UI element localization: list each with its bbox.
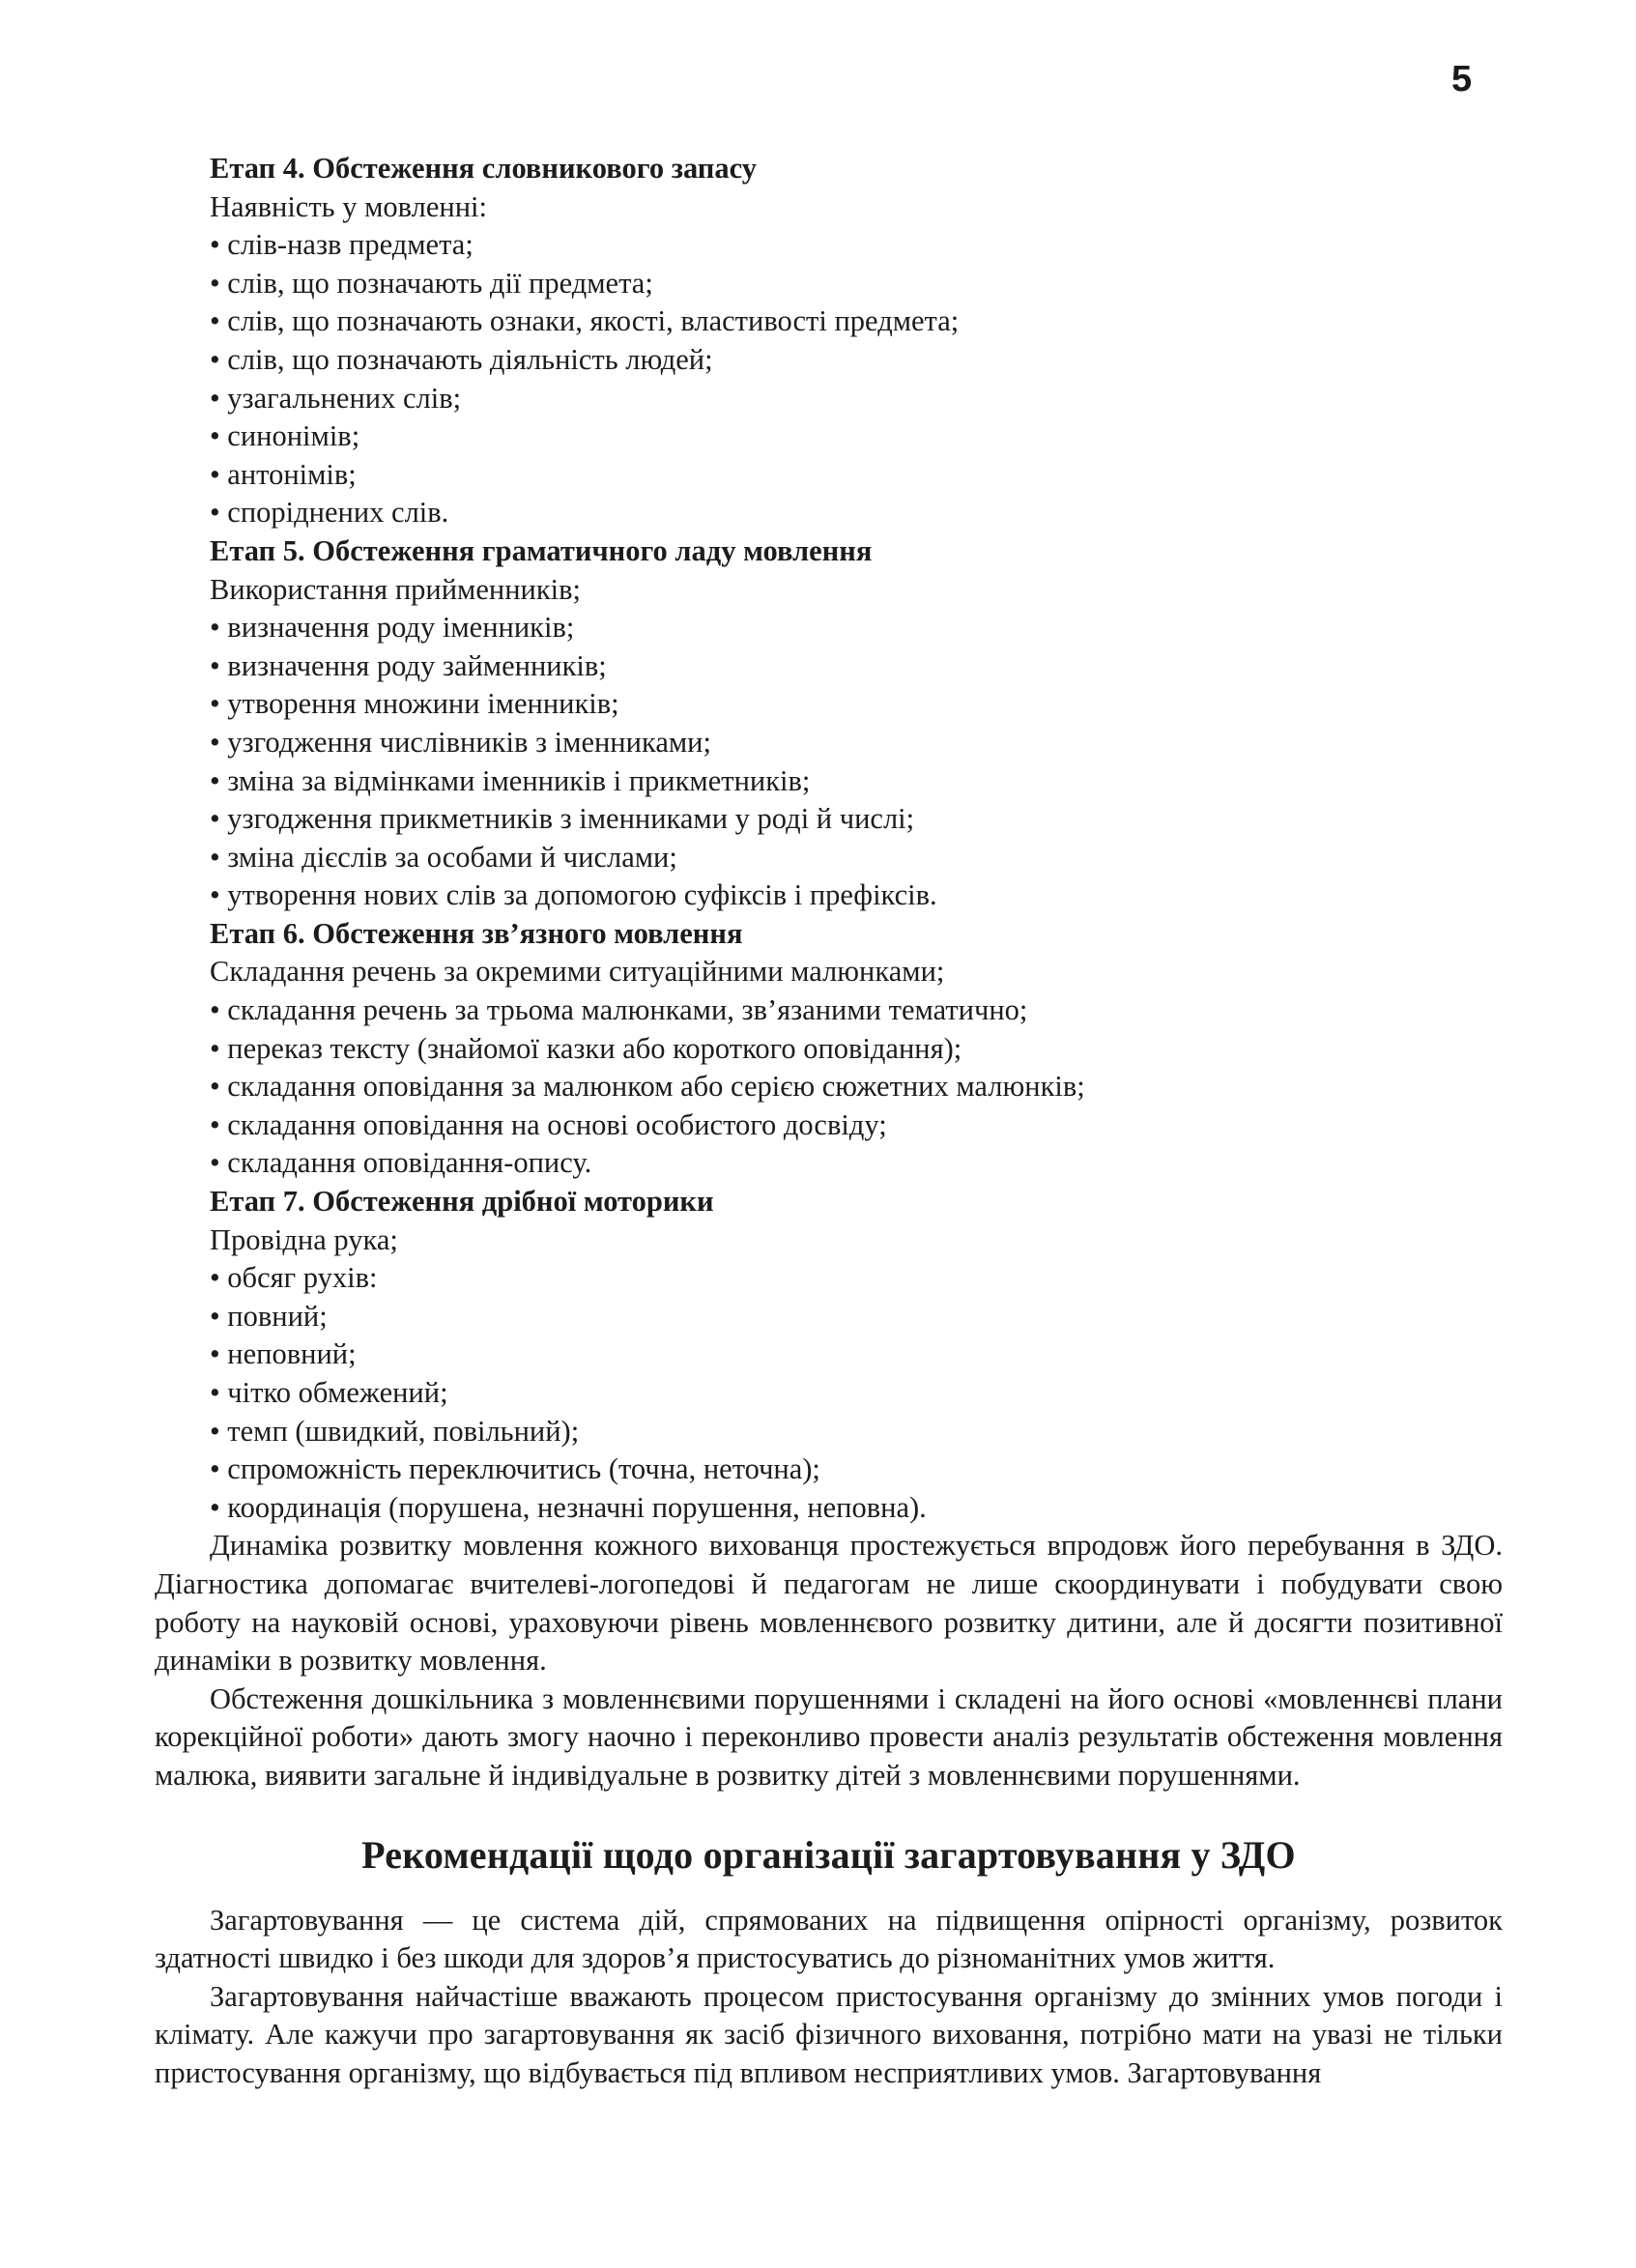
body-paragraph: Загартовування найчастіше вважають процесом пристосування організму до змінних умов погоди і клімату. Але кажучи про загартовування як засіб фізичного виховання, потрібно мати на увазі не тільки пристосування організму, що відбувається під впливом несприятливих умов. Загартовування — [155, 1979, 1503, 2089]
list-item: • зміна дієслів за особами й числами; — [210, 840, 677, 874]
stage-6-title: Етап 6. Обстеження зв’язного мовлення — [210, 916, 743, 950]
list-item: • складання оповідання-опису. — [210, 1146, 592, 1180]
list-item: • спроможність переключитись (точна, неточна); — [210, 1452, 820, 1486]
list-item: • складання речень за трьома малюнками, зв’язаними тематично; — [210, 993, 1028, 1027]
list-item: • слів, що позначають діяльність людей; — [210, 342, 713, 376]
stage-7-title: Етап 7. Обстеження дрібної моторики — [210, 1185, 714, 1219]
page-number: 5 — [1451, 59, 1473, 100]
list-item: • утворення множини іменників; — [210, 687, 619, 721]
section-title: Рекомендації щодо організації загартовування у ЗДО — [361, 1832, 1296, 1877]
body-paragraph: Обстеження дошкільника з мовленнєвими порушеннями і складені на його основі «мовленнєві плани корекційної роботи» дають змогу наочно і переконливо провести аналіз результатів обстеження мовлення малюка, виявити загальне й індивідуальне в розвитку дітей з мовленнєвими порушеннями. — [155, 1681, 1503, 1792]
stage-4-title: Етап 4. Обстеження словникового запасу — [210, 152, 758, 185]
stage-5-intro: Використання прийменників; — [210, 572, 582, 606]
list-item: • чітко обмежений; — [210, 1376, 448, 1409]
body-paragraph: Динаміка розвитку мовлення кожного вихованця простежується впродовж його перебування в ЗДО. Діагностика допомагає вчителеві-логопедові й педагогам не лише скоординувати і побудувати свою роботу на науковій основі, ураховуючи рівень мовленнєвого розвитку дитини, але й досягти позитивної динаміки в розвитку мовлення. — [155, 1529, 1503, 1678]
list-item: • узгодження прикметників з іменниками у роді й числі; — [210, 802, 915, 836]
page-content — [155, 150, 1503, 2093]
list-item: • складання оповідання за малюнком або серією сюжетних малюнків; — [210, 1070, 1085, 1104]
stage-7-intro: Провідна рука; — [210, 1222, 398, 1256]
stage-6-intro: Складання речень за окремими ситуаційними малюнками; — [210, 955, 945, 989]
list-item: • складання оповідання на основі особистого досвіду; — [210, 1107, 887, 1141]
list-item: • споріднених слів. — [210, 496, 449, 530]
stage-4-intro: Наявність у мовленні: — [210, 189, 487, 223]
body-paragraph: Загартовування — це система дій, спрямованих на підвищення опірності організму, розвиток здатності швидко і без шкоди для здоров’я пристосуватись до різноманітних умов життя. — [155, 1903, 1503, 1975]
list-item: • визначення роду іменників; — [210, 611, 575, 645]
list-item: • повний; — [210, 1299, 328, 1333]
list-item: • координація (порушена, незначні порушення, неповна). — [210, 1490, 927, 1524]
list-item: • узагальнених слів; — [210, 381, 462, 415]
list-item: • антонімів; — [210, 457, 357, 491]
list-item: • слів-назв предмета; — [210, 228, 474, 262]
list-item: • зміна за відмінками іменників і прикметників; — [210, 763, 811, 797]
list-item: • темп (швидкий, повільний); — [210, 1414, 580, 1448]
list-item: • обсяг рухів: — [210, 1261, 378, 1295]
list-item: • слів, що позначають дії предмета; — [210, 266, 653, 300]
list-item: • переказ тексту (знайомої казки або короткого оповідання); — [210, 1031, 962, 1065]
list-item: • слів, що позначають ознаки, якості, властивості предмета; — [210, 304, 960, 338]
list-item: • узгодження числівників з іменниками; — [210, 725, 711, 759]
list-item: • неповний; — [210, 1337, 357, 1371]
stage-5-title: Етап 5. Обстеження граматичного ладу мовлення — [210, 533, 873, 567]
list-item: • утворення нових слів за допомогою суфіксів і префіксів. — [210, 878, 937, 912]
list-item: • синонімів; — [210, 419, 360, 453]
list-item: • визначення роду займенників; — [210, 648, 607, 682]
